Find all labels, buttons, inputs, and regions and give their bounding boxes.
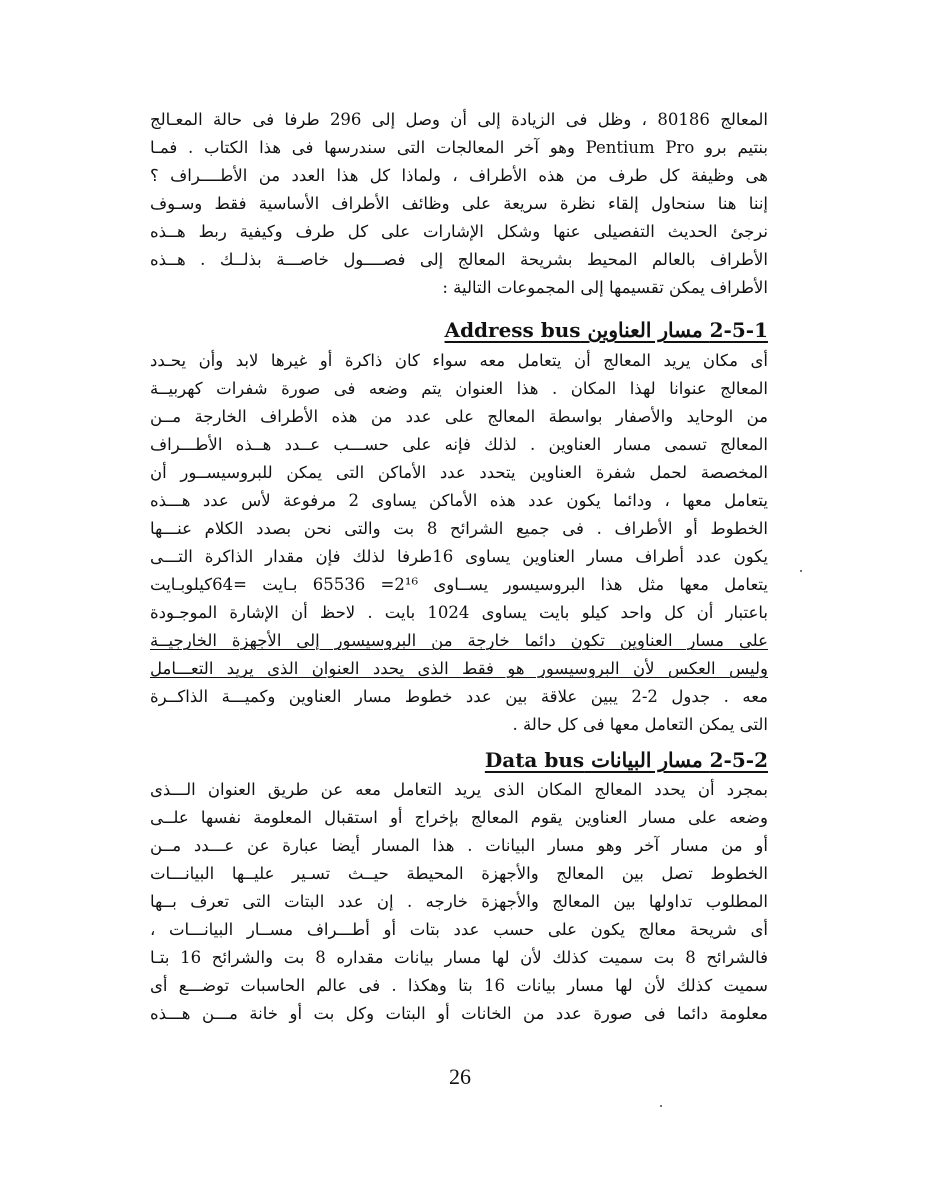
section-heading-data-bus: 2-5-2 مسار البيانات Data bus [484,748,768,772]
data-line: وضعه على مسار العناوين يقوم المعالج بإخراج أو استقبال المعلومة نفسها علــى [150,808,768,827]
data-line: فالشرائح 8 بت سميت كذلك لأن لها مسار بيانات مقداره 8 بت والشرائح 16 بتـا [150,948,768,967]
intro-line: الأطراف يمكن تقسيمها إلى المجموعات التالية : [442,278,768,297]
address-line: المعالج عنوانا لهذا المكان . هذا العنوان يتم وضعه فى صورة شفرات كهربيــة [150,379,768,398]
address-line-underlined: على مسار العناوين تكون دائما خارجة من البروسيسور إلى الأجهزة الخارجيــة [150,631,768,650]
address-line: يتعامل معها مثل هذا البروسيسور يســاوى 2¹⁶= 65536 بـايت =64كيلوبـايت [150,575,768,594]
address-line: باعتبار أن كل واحد كيلو بايت يساوى 1024 بايت . لاحظ أن الإشارة الموجـودة [150,603,768,622]
address-line-underlined: وليس العكس لأن البروسيسور هو فقط الذى يحدد العنوان الذى يريد التعـــامل [150,659,768,678]
data-bus-paragraph [150,776,768,1028]
address-line: أى مكان يريد المعالج أن يتعامل معه سواء كان ذاكرة أو غيرها لابد وأن يحـدد [150,351,768,370]
intro-line: الأطراف بالعالم المحيط بشريحة المعالج إلى فصــــول خاصـــة بذلــك . هــذه [150,250,768,269]
intro-line: المعالج 80186 ، وظل فى الزيادة إلى أن وصل إلى 296 طرفا فى حالة المعـالج [150,110,768,129]
intro-line: هى وظيفة كل طرف من هذه الأطراف ، ولماذا كل هذا العدد من الأطــــراف ؟ [150,166,768,185]
data-line: سميت كذلك لأن لها مسار بيانات 16 بتا وهكذا . فى عالم الحاسبات توضـــع أى [150,976,768,995]
section-heading-address-bus: 2-5-1 مسار العناوين Address bus [444,318,768,342]
address-line: المعالج تسمى مسار العناوين . لذلك فإنه على حســـب عــدد هــذه الأطـــراف [150,435,768,454]
address-line: من الوحايد والأصفار بواسطة المعالج على عدد من هذه الأطراف الخارجة مــن [150,407,768,426]
data-line: أى شريحة معالج يكون على حسب عدد بتات أو أطـــراف مســار البيانـــات ، [150,920,768,939]
address-line: الخطوط أو الأطراف . فى جميع الشرائح 8 بت والتى نحن بصدد الكلام عنـــها [150,519,768,538]
data-line: المطلوب تداولها بين المعالج والأجهزة خارجه . إن عدد البتات التى تعرف بــها [150,892,768,911]
scan-speck [800,570,802,572]
data-line: بمجرد أن يحدد المعالج المكان الذى يريد التعامل معه عن طريق العنوان الـــذى [150,780,768,799]
address-line: يتعامل معها ، ودائما يكون عدد هذه الأماكن يساوى 2 مرفوعة لأس عدد هـــذه [150,491,768,510]
data-line: أو من مسار آخر وهو مسار البيانات . هذا المسار أيضا عبارة عن عـــدد مــن [150,836,768,855]
address-line: المخصصة لحمل شفرة العناوين يتحدد عدد الأماكن التى يمكن للبروسيســور أن [150,463,768,482]
address-line: معه . جدول 2-2 يبين علاقة بين عدد خطوط مسار العناوين وكميـــة الذاكــرة [150,687,768,706]
data-line: الخطوط تصل بين المعالج والأجهزة المحيطة حيــث تسـير عليــها البيانـــات [150,864,768,883]
address-line: التى يمكن التعامل معها فى كل حالة . [512,715,768,734]
data-line: معلومة دائما فى صورة عدد من الخانات أو البتات وكل بت أو خانة مـــن هـــذه [150,1004,768,1023]
intro-line: إننا هنا سنحاول إلقاء نظرة سريعة على وظائف الأطراف الأساسية فقط وسـوف [150,194,768,213]
intro-line: نرجئ الحديث التفصيلى عنها وشكل الإشارات على كل طرف وكيفية ربط هــذه [150,222,768,241]
address-line: يكون عدد أطراف مسار العناوين يساوى 16طرفا لذلك فإن مقدار الذاكرة التـــى [150,547,768,566]
address-bus-paragraph [150,347,768,739]
intro-line: بنتيم برو Pentium Pro وهو آخر المعالجات التى سندرسها فى هذا الكتاب . فمـا [150,138,768,157]
intro-paragraph [150,106,768,302]
page-number: 26 [449,1064,471,1089]
scan-speck [660,1105,662,1107]
